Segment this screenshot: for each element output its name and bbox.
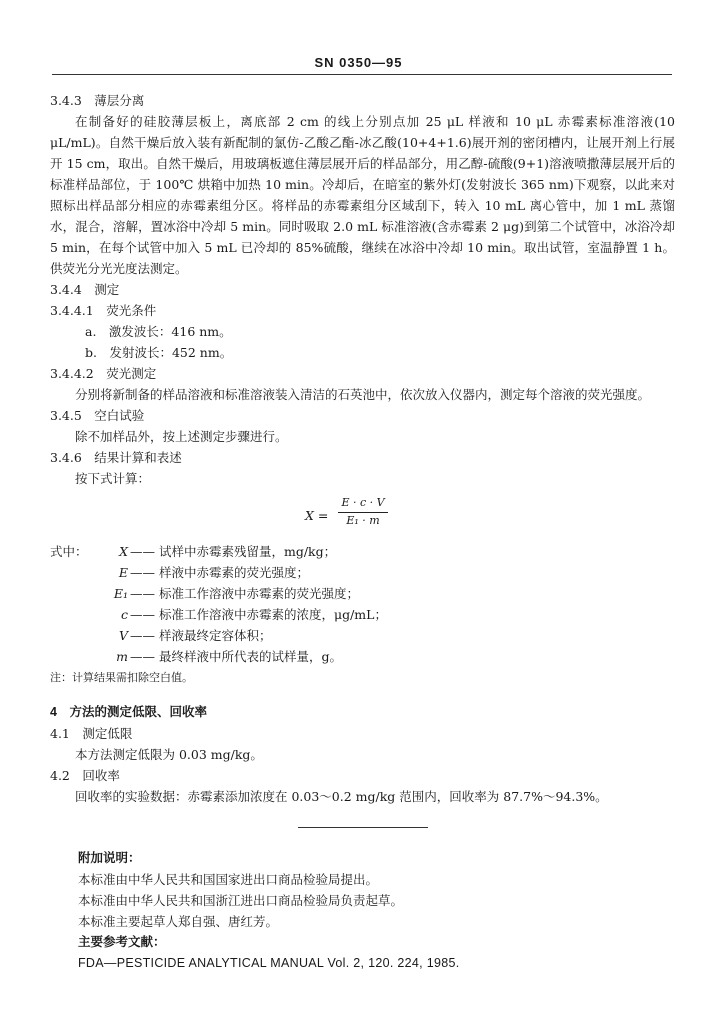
definition-text: —— 最终样液中所代表的试样量，g。 bbox=[130, 649, 342, 664]
para-3-4-6: 按下式计算： bbox=[75, 471, 151, 486]
heading-3-4-3: 3.4.3 薄层分离 bbox=[50, 93, 145, 108]
para-4-2: 回收率的实验数据：赤霉素添加浓度在 0.03～0.2 mg/kg 范围内，回收率为 87.7%～94.3%。 bbox=[75, 789, 608, 804]
formula-numerator: E · c · V bbox=[338, 495, 388, 513]
appendix-line: 本标准主要起草人郑自强、唐红芳。 bbox=[78, 914, 279, 929]
appendix-title: 附加说明： bbox=[78, 851, 141, 865]
definition-symbol: c bbox=[120, 607, 128, 622]
formula-lhs: X = bbox=[305, 508, 329, 523]
definition-symbol: m bbox=[116, 649, 128, 664]
header-rule bbox=[52, 74, 672, 75]
formula-denominator: E₁ · m bbox=[346, 514, 380, 527]
item-a-excitation: a. 激发波长：416 nm。 bbox=[85, 324, 232, 339]
calculation-note: 注：计算结果需扣除空白值。 bbox=[50, 671, 193, 684]
heading-4: 4 方法的测定低限、回收率 bbox=[50, 705, 207, 719]
para-3-4-3: 在制备好的硅胶薄层板上，离底部 2 cm 的线上分别点加 25 μL 样液和 10 μL 赤霉素标准溶液(10 μL/mL)。自然干燥后放入装有新配制的氯仿-乙酸乙酯-冰乙酸(10+4+1.6)展开剂的密闭槽内，让展开剂上行展开 15 cm，取出。自然干燥后，用玻璃板遮住薄层展开后的样品部分，用乙醇-硫酸(9+1)溶液喷撒薄层展开后的标准样品部位，于 100℃ 烘箱中加热 10 min。冷却后，在暗室的紫外灯(发射波长 365 nm)下观察，以此来对照标出样品部分相应的赤霉素组分区。将样品的赤霉素组分区域刮下，转入 10 mL 离心管中，加 1 mL 蒸馏水，混合，溶解，置冰浴中冷却 5 min。同时吸取 2.0 mL 标准溶液(含赤霉素 2 μg)到第二个试管中，冰浴冷却 5 min，在每个试管中加入 5 mL 已冷却的 85%硫酸，继续在冰浴中冷却 10 min。取出试管，室温静置 1 h。供荧光分光光度法测定。 bbox=[50, 114, 675, 276]
heading-3-4-5: 3.4.5 空白试验 bbox=[50, 408, 145, 423]
heading-4-2: 4.2 回收率 bbox=[50, 768, 120, 783]
definition-symbol: E bbox=[118, 565, 128, 580]
definition-symbol: X bbox=[119, 544, 128, 559]
heading-3-4-4-2: 3.4.4.2 荧光测定 bbox=[50, 366, 157, 381]
definition-row bbox=[50, 541, 675, 562]
page-header-code: SN 0350—95 bbox=[314, 55, 403, 70]
heading-3-4-4: 3.4.4 测定 bbox=[50, 282, 120, 297]
appendix-line: 本标准由中华人民共和国浙江进出口商品检验局负责起草。 bbox=[78, 893, 404, 908]
section-divider bbox=[298, 827, 428, 828]
definition-symbol: E₁ bbox=[113, 586, 128, 601]
definition-text: —— 样液中赤霉素的荧光强度； bbox=[130, 565, 309, 580]
item-b-emission: b. 发射波长：452 nm。 bbox=[85, 345, 233, 360]
result-formula bbox=[50, 495, 675, 535]
appendix-line: 本标准由中华人民共和国国家进出口商品检验局提出。 bbox=[78, 872, 379, 887]
definition-symbol: V bbox=[118, 628, 128, 643]
reference-item: FDA—PESTICIDE ANALYTICAL MANUAL Vol. 2, 120. 224, 1985. bbox=[78, 956, 460, 970]
definition-row bbox=[50, 646, 675, 667]
symbol-definitions bbox=[50, 541, 675, 688]
para-3-4-5: 除不加样品外，按上述测定步骤进行。 bbox=[75, 429, 288, 444]
definition-row bbox=[50, 604, 675, 625]
para-3-4-4-2: 分别将新制备的样品溶液和标准溶液装入清洁的石英池中，依次放入仪器内，测定每个溶液的荧光强度。 bbox=[75, 387, 651, 402]
definition-text: —— 标准工作溶液中赤霉素的浓度，μg/mL； bbox=[130, 607, 387, 622]
definition-row bbox=[50, 583, 675, 604]
definition-text: —— 试样中赤霉素残留量，mg/kg； bbox=[130, 544, 337, 559]
definition-row bbox=[50, 625, 675, 646]
references-title: 主要参考文献： bbox=[78, 935, 166, 949]
definition-lead: 式中： bbox=[50, 544, 88, 559]
heading-3-4-4-1: 3.4.4.1 荧光条件 bbox=[50, 303, 157, 318]
document-body bbox=[50, 90, 675, 974]
definition-row bbox=[50, 562, 675, 583]
appendix-notes bbox=[50, 848, 675, 974]
para-4-1: 本方法测定低限为 0.03 mg/kg。 bbox=[75, 747, 263, 762]
definition-text: —— 样液最终定容体积； bbox=[130, 628, 272, 643]
heading-3-4-6: 3.4.6 结果计算和表述 bbox=[50, 450, 182, 465]
heading-4-1: 4.1 测定低限 bbox=[50, 726, 133, 741]
definition-text: —— 标准工作溶液中赤霉素的荧光强度； bbox=[130, 586, 359, 601]
formula-fraction bbox=[338, 495, 388, 529]
